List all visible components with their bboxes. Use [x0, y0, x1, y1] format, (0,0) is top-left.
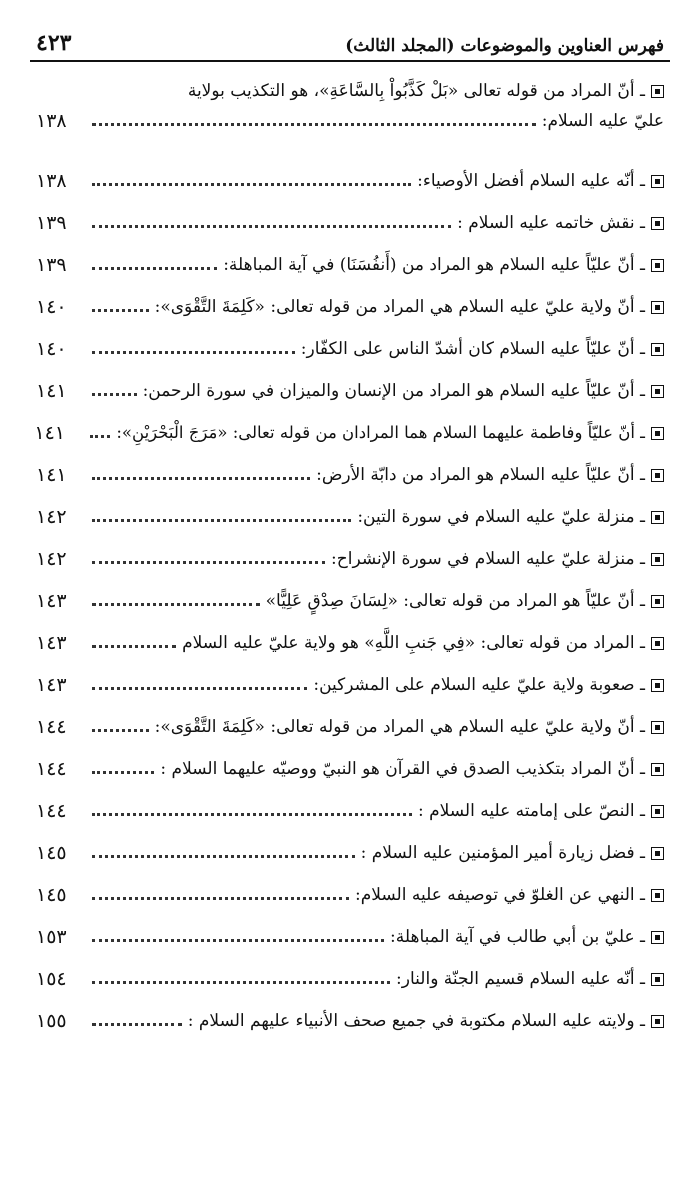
leader-dots — [92, 309, 149, 312]
entry-text: ـ النصّ على إمامته عليه السلام : — [417, 801, 645, 821]
leader-dots — [92, 351, 295, 354]
index-entry[interactable] — [30, 910, 670, 952]
entry-text: ـ أنّ عليّاً وفاطمة عليهما السلام هما المرادان من قوله تعالى: «مَرَجَ الْبَحْرَيْنِ»: — [116, 423, 645, 442]
header-title: فهرس العناوين والموضوعات (المجلد الثالث) — [345, 36, 664, 56]
leader-dots — [92, 939, 384, 942]
index-entry[interactable] — [30, 448, 670, 490]
entry-text: ـ أنّ المراد من قوله تعالى «بَلْ كَذَّبُواْ بِالسَّاعَةِ»، هو التكذيب بولاية — [187, 81, 645, 101]
entry-page-number: ١٤٤ — [36, 758, 67, 780]
leader-dots — [92, 771, 154, 774]
entry-page-number: ١٥٣ — [36, 926, 67, 948]
index-entry[interactable] — [30, 322, 670, 364]
index-entry[interactable] — [30, 826, 670, 868]
index-entry[interactable] — [30, 238, 670, 280]
entry-text: ـ ولايته عليه السلام مكتوبة في جميع صحف الأنبياء عليهم السلام : — [187, 1011, 645, 1031]
entry-text: ـ أنّ عليّاً عليه السلام هو المراد من الإنسان والميزان في سورة الرحمن: — [142, 381, 645, 401]
index-entry[interactable] — [30, 994, 670, 1036]
entry-page-number: ١٤٥ — [36, 842, 67, 864]
index-entries — [30, 76, 670, 1036]
square-bullet-icon — [651, 889, 664, 902]
entry-text: ـ منزلة عليّ عليه السلام في سورة التين: — [357, 507, 645, 527]
index-entry[interactable] — [30, 406, 670, 448]
square-bullet-icon — [651, 1015, 664, 1028]
entry-text: ـ أنّ ولاية عليّ عليه السلام هي المراد من قوله تعالى: «كَلِمَةَ التَّقْوَى»: — [154, 717, 645, 737]
square-bullet-icon — [651, 721, 664, 734]
leader-dots — [92, 267, 217, 270]
index-entry[interactable] — [30, 490, 670, 532]
square-bullet-icon — [651, 931, 664, 944]
entry-text: ـ فضل زيارة أمير المؤمنين عليه السلام : — [360, 843, 645, 863]
entry-page-number: ١٤٢ — [36, 506, 67, 528]
leader-dots — [92, 687, 307, 690]
index-entry[interactable] — [30, 784, 670, 826]
index-entry[interactable] — [30, 574, 670, 616]
entry-page-number: ١٤٣ — [36, 590, 67, 612]
leader-dots — [92, 981, 390, 984]
entry-text: ـ أنّه عليه السلام أفضل الأوصياء: — [417, 171, 645, 191]
square-bullet-icon — [651, 259, 664, 272]
entry-page-number: ١٤١ — [34, 422, 65, 444]
square-bullet-icon — [651, 301, 664, 314]
square-bullet-icon — [651, 343, 664, 356]
entry-page-number: ١٣٨ — [36, 170, 67, 192]
square-bullet-icon — [651, 385, 664, 398]
entry-text: ـ المراد من قوله تعالى: «فِي جَنبِ اللَّهِ» هو ولاية عليّ عليه السلام — [182, 633, 645, 653]
entry-text: ـ نقش خاتمه عليه السلام : — [457, 213, 645, 233]
index-entry[interactable] — [30, 364, 670, 406]
leader-dots — [92, 519, 351, 522]
entry-page-number: ١٣٩ — [36, 212, 67, 234]
entry-text: ـ أنّ ولاية عليّ عليه السلام هي المراد من قوله تعالى: «كَلِمَةَ التَّقْوَى»: — [154, 297, 645, 317]
leader-dots — [92, 603, 260, 606]
index-page — [30, 22, 670, 1036]
square-bullet-icon — [651, 847, 664, 860]
square-bullet-icon — [651, 469, 664, 482]
entry-page-number: ١٤٥ — [36, 884, 67, 906]
entry-text: ـ أنّ عليّاً هو المراد من قوله تعالى: «لِسَانَ صِدْقٍ عَلِيًّا» — [265, 591, 645, 611]
entry-text: ـ عليّ بن أبي طالب في آية المباهلة: — [390, 927, 645, 947]
entry-page-number: ١٤٢ — [36, 548, 67, 570]
leader-dots — [92, 477, 310, 480]
leader-dots — [92, 183, 411, 186]
entry-page-number: ١٣٩ — [36, 254, 67, 276]
entry-text: ـ أنّ عليّاً عليه السلام هو المراد من دابّة الأرض: — [316, 465, 645, 485]
leader-dots — [90, 435, 110, 438]
square-bullet-icon — [651, 217, 664, 230]
index-entry[interactable] — [30, 532, 670, 574]
entry-page-number: ١٥٥ — [36, 1010, 67, 1032]
entry-page-number: ١٣٨ — [36, 110, 67, 132]
entry-text: ـ صعوبة ولاية عليّ عليه السلام على المشركين: — [313, 675, 645, 695]
entry-page-number: ١٤٠ — [36, 296, 67, 318]
entry-text: ـ أنّه عليه السلام قسيم الجنّة والنار: — [396, 969, 645, 989]
entry-text-continued: عليّ عليه السلام: — [541, 111, 664, 131]
entry-text: ـ أنّ المراد بتكذيب الصدق في القرآن هو النبيّ ووصيّه عليهما السلام : — [160, 759, 645, 779]
leader-dots — [92, 561, 325, 564]
entry-page-number: ١٤٣ — [36, 632, 67, 654]
entry-page-number: ١٥٤ — [36, 968, 67, 990]
entry-page-number: ١٤٤ — [36, 716, 67, 738]
index-entry[interactable] — [30, 868, 670, 910]
entry-page-number: ١٤٠ — [36, 338, 67, 360]
entry-page-number: ١٤١ — [36, 380, 67, 402]
square-bullet-icon — [651, 175, 664, 188]
leader-dots — [92, 225, 451, 228]
leader-dots — [92, 645, 176, 648]
square-bullet-icon — [651, 595, 664, 608]
square-bullet-icon — [651, 805, 664, 818]
index-entry[interactable] — [30, 616, 670, 658]
index-entry[interactable] — [30, 700, 670, 742]
square-bullet-icon — [651, 637, 664, 650]
index-entry[interactable] — [30, 952, 670, 994]
leader-dots — [92, 123, 536, 126]
leader-dots — [92, 813, 412, 816]
square-bullet-icon — [651, 553, 664, 566]
square-bullet-icon — [651, 763, 664, 776]
entry-text: ـ النهي عن الغلوّ في توصيفه عليه السلام: — [354, 885, 645, 905]
page-number: ٤٢٣ — [36, 30, 72, 56]
entry-text: ـ أنّ عليّاً عليه السلام هو المراد من (أَنفُسَنَا) في آية المباهلة: — [223, 255, 645, 275]
entry-page-number: ١٤١ — [36, 464, 67, 486]
index-entry[interactable] — [30, 742, 670, 784]
leader-dots — [92, 855, 355, 858]
index-entry[interactable] — [30, 76, 670, 154]
entry-text: ـ أنّ عليّاً عليه السلام كان أشدّ الناس على الكفّار: — [300, 339, 645, 359]
square-bullet-icon — [651, 427, 664, 440]
leader-dots — [92, 729, 149, 732]
square-bullet-icon — [651, 973, 664, 986]
leader-dots — [92, 897, 349, 900]
entry-page-number: ١٤٣ — [36, 674, 67, 696]
index-entry[interactable] — [30, 196, 670, 238]
leader-dots — [92, 393, 137, 396]
page-header — [30, 22, 670, 62]
square-bullet-icon — [651, 679, 664, 692]
entry-text: ـ منزلة عليّ عليه السلام في سورة الإنشراح: — [331, 549, 645, 569]
index-entry[interactable] — [30, 280, 670, 322]
square-bullet-icon — [651, 511, 664, 524]
square-bullet-icon — [651, 85, 664, 98]
index-entry[interactable] — [30, 154, 670, 196]
leader-dots — [92, 1023, 182, 1026]
entry-page-number: ١٤٤ — [36, 800, 67, 822]
index-entry[interactable] — [30, 658, 670, 700]
